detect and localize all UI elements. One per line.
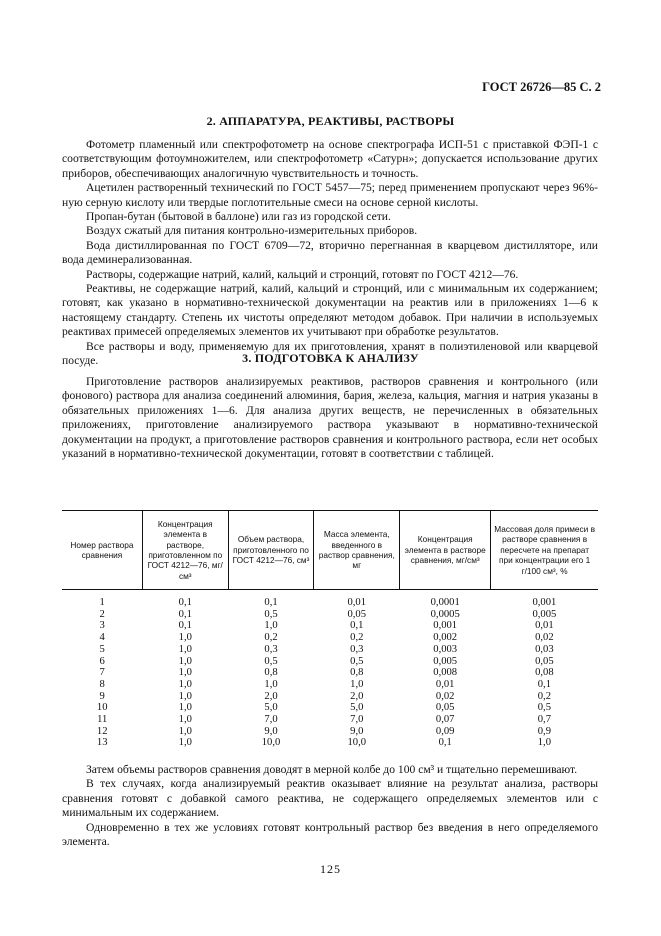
- table-cell: 0,2: [264, 632, 278, 644]
- table-cell: 2: [99, 608, 105, 620]
- table-cell: 1,0: [178, 737, 192, 749]
- table-cell: 1,0: [178, 632, 192, 644]
- table-cell: 9,0: [264, 725, 278, 737]
- table-row: [62, 656, 598, 668]
- table-cell: 1,0: [178, 667, 192, 679]
- page-number: 125: [320, 862, 341, 876]
- table-cell: 0,01: [347, 597, 367, 608]
- table-cell: 3: [99, 620, 105, 632]
- table-cell: 1,0: [178, 678, 192, 690]
- table-cell: 0,1: [178, 597, 192, 608]
- table-row: [62, 590, 598, 609]
- table-cell: 1,0: [537, 737, 551, 749]
- table-row: [62, 714, 598, 726]
- table-cell: 9: [99, 690, 105, 702]
- table-cell: 0,1: [350, 620, 364, 632]
- table-cell: 0,003: [433, 643, 458, 655]
- table-cell: 0,2: [350, 632, 364, 644]
- table-cell: 0,01: [435, 678, 455, 690]
- paragraph: Пропан-бутан (бытовой в баллоне) или газ из городской сети.: [86, 210, 391, 224]
- table-row: [62, 620, 598, 632]
- table-cell: 0,7: [537, 714, 551, 726]
- table-header-row: [62, 511, 598, 590]
- table-cell: 0,8: [264, 667, 278, 679]
- table-row: [62, 667, 598, 679]
- table-cell: 0,001: [532, 597, 557, 608]
- table-cell: 8: [99, 678, 105, 690]
- table-cell: 0,002: [433, 632, 458, 644]
- table-row: [62, 737, 598, 749]
- table-cell: 0,5: [350, 655, 364, 667]
- paragraph: Все растворы и воду, применяемую для их приготовления, хранят в полиэтиленовой или кварцевой посуде.: [62, 339, 598, 368]
- table-cell: 0,05: [347, 608, 367, 620]
- table-body: [62, 590, 598, 750]
- section-3-body: [62, 375, 598, 461]
- table-cell: 0,008: [433, 667, 458, 679]
- table-cell: 0,1: [178, 608, 192, 620]
- table-cell: 0,005: [532, 608, 557, 620]
- table-cell: 0,05: [535, 655, 554, 667]
- paragraph: В тех случаях, когда анализируемый реактив оказывает влияние на результат анализа, растворы сравнения готовят с добавкой самого реактива, не содержащего определяемых элементов или с минимальным их содержанием.: [62, 777, 598, 820]
- table-cell: 0,8: [350, 667, 364, 679]
- table-cell: 12: [96, 725, 108, 737]
- table-cell: 7,0: [264, 714, 278, 726]
- table-cell: 5,0: [350, 702, 364, 714]
- section-3-title: 3. ПОДГОТОВКА К АНАЛИЗУ: [242, 351, 419, 365]
- table-cell: 4: [99, 632, 105, 644]
- table-cell: 2,0: [350, 690, 364, 702]
- table-cell: 13: [96, 737, 108, 749]
- table-cell: 7: [99, 667, 105, 679]
- table-cell: 0,0001: [430, 597, 460, 608]
- paragraph: Вода дистиллированная по ГОСТ 6709—72, вторично перегнанная в кварцевом дистилляторе, или вода деминерализованная.: [62, 238, 598, 267]
- table-cell: 1,0: [178, 702, 192, 714]
- table-cell: 0,3: [264, 643, 278, 655]
- table-cell: 2,0: [264, 690, 278, 702]
- column-header: Масса элемента, введенного в раствор сравнения, мг: [314, 511, 400, 590]
- table-cell: 0,1: [264, 597, 278, 608]
- table-cell: 0,03: [535, 643, 554, 655]
- table-row: [62, 609, 598, 621]
- table-cell: 7,0: [350, 714, 364, 726]
- table-cell: 5,0: [264, 702, 278, 714]
- section-2-title: 2. АППАРАТУРА, РЕАКТИВЫ, РАСТВОРЫ: [206, 114, 455, 128]
- table-cell: 9,0: [350, 725, 364, 737]
- reference-solutions-table: [62, 510, 598, 749]
- table-cell: 1,0: [178, 643, 192, 655]
- table-cell: 0,5: [264, 608, 278, 620]
- table-cell: 0,02: [435, 690, 455, 702]
- paragraph: Затем объемы растворов сравнения доводят в мерной колбе до 100 см³ и тщательно перемешивают.: [86, 763, 578, 776]
- table-row: [62, 726, 598, 738]
- table-cell: 0,001: [433, 620, 458, 632]
- table-cell: 0,5: [537, 702, 551, 714]
- paragraph: Ацетилен растворенный технический по ГОСТ 5457—75; перед применением пропускают через 96%-ную серную кислоту или твердые поглотительные смеси на основе серной кислоты.: [62, 181, 598, 209]
- table-cell: 5: [99, 643, 105, 655]
- column-header: Концентрация элемента в растворе, приготовленном по ГОСТ 4212—76, мг/см³: [142, 511, 228, 590]
- table-cell: 0,1: [438, 737, 452, 749]
- table-cell: 1,0: [350, 678, 364, 690]
- table-cell: 0,1: [178, 620, 192, 632]
- column-header: Номер раствора сравнения: [62, 511, 142, 590]
- table-cell: 0,07: [435, 714, 455, 726]
- table-row: [62, 702, 598, 714]
- paragraph: Приготовление растворов анализируемых реактивов, растворов сравнения и контрольного (или фонового) раствора для анализа соединений алюминия, бария, железа, кальция, магния и натрия указаны в обязательных приложениях 1—6. Для анализа других веществ, не перечисленных в обязательных приложениях, приготовление анализируемого раствора указывают в нормативно-технической документации на продукт, а приготовление растворов сравнения и контрольного раствора, если нет особых указаний в нормативно-технической документации, готовят в соответствии с таблицей.: [62, 375, 598, 461]
- document-header: ГОСТ 26726—85 С. 2: [482, 80, 601, 94]
- table-cell: 1,0: [178, 655, 192, 667]
- table-cell: 1,0: [264, 620, 278, 632]
- table-cell: 0,08: [535, 667, 554, 679]
- table-cell: 6: [99, 655, 105, 667]
- table-cell: 0,0005: [430, 608, 460, 620]
- column-header: Концентрация элемента в растворе сравнения, мг/см³: [400, 511, 491, 590]
- table-row: [62, 691, 598, 703]
- table-row: [62, 644, 598, 656]
- table-cell: 0,3: [350, 643, 364, 655]
- table-cell: 0,05: [435, 702, 455, 714]
- table-cell: 10,0: [347, 737, 367, 749]
- paragraph: Реактивы, не содержащие натрий, калий, кальций и стронций, или с минимальным их содержанием; готовят, как указано в нормативно-технической документации на реактив или в приложениях 1—6 к настоящему стандарту. Степень их чистоты определяют методом добавок. При наличии в используемых реактивах примесей определяемых элементов их учитывают при обработке результатов.: [62, 282, 598, 339]
- table-cell: 0,09: [435, 725, 455, 737]
- table-cell: 1,0: [264, 678, 278, 690]
- table-row: [62, 679, 598, 691]
- table-cell: 10: [96, 702, 108, 714]
- section-2-body: [62, 138, 598, 369]
- table-cell: 1,0: [178, 725, 192, 737]
- table-cell: 0,1: [537, 678, 551, 690]
- after-table-text: [62, 763, 598, 849]
- table-cell: 1: [99, 597, 105, 608]
- paragraph: Одновременно в тех же условиях готовят контрольный раствор без введения в него определяемого элемента.: [62, 820, 598, 849]
- table-cell: 0,5: [264, 655, 278, 667]
- paragraph: Растворы, содержащие натрий, калий, кальций и стронций, готовят по ГОСТ 4212—76.: [86, 267, 519, 281]
- column-header: Массовая доля примеси в растворе сравнения в пересчете на препарат при концентрации его 1 г/100 см³, %: [491, 511, 598, 590]
- paragraph: Воздух сжатый для питания контрольно-измерительных приборов.: [86, 224, 418, 238]
- table-cell: 10,0: [261, 737, 281, 749]
- table-cell: 11: [97, 714, 108, 726]
- paragraph: Фотометр пламенный или спектрофотометр на основе спектрографа ИСП-51 с приставкой ФЭП-1 с соответствующим фотоумножителем, или спектрофотометр «Сатурн»; допускается использование других приборов, обеспечивающих аналогичную чувствительность и точность.: [62, 138, 598, 180]
- table-cell: 0,2: [537, 690, 551, 702]
- table-cell: 1,0: [178, 714, 192, 726]
- column-header: Объем раствора, приготовленного по ГОСТ 4212—76, см³: [228, 511, 314, 590]
- table-cell: 0,9: [537, 725, 551, 737]
- table-cell: 1,0: [178, 690, 192, 702]
- table-cell: 0,005: [433, 655, 458, 667]
- table-cell: 0,02: [535, 632, 554, 644]
- table-row: [62, 632, 598, 644]
- table-cell: 0,01: [535, 620, 554, 632]
